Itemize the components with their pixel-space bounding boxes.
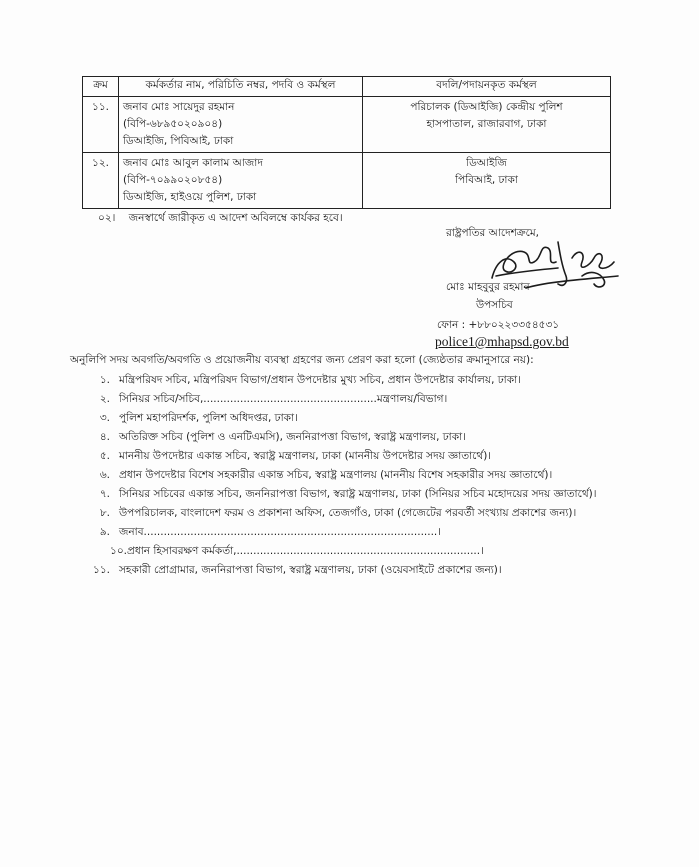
list-item-text: উপপরিচালক, বাংলাদেশ ফরম ও প্রকাশনা অফিস, তেজগাঁও, ঢাকা (গেজেটের পরবর্তী সংখ্যায় প্রকাশের জন্য)। <box>119 507 577 519</box>
signature-order-line: রাষ্ট্রপতির আদেশক্রমে, <box>446 227 539 239</box>
paragraph-text: জনস্বার্থে জারীকৃত এ আদেশ অবিলম্বে কার্যকর হবে। <box>128 212 343 224</box>
list-item-text: সিনিয়র সচিব/সচিব,....................................................মন্ত্রণালয়/বিভাগ। <box>119 393 448 405</box>
posting-line: পিবিআই, ঢাকা <box>455 174 518 186</box>
list-item-number: ১১. <box>93 564 110 576</box>
officer-id: (বিপি-৬৮৯৫০২০৯০৪) <box>123 118 223 130</box>
list-item <box>70 390 596 409</box>
header-officer: কর্মকর্তার নাম, পরিচিতি নম্বর, পদবি ও কর্মস্থল <box>119 77 363 97</box>
list-item <box>70 466 596 485</box>
list-item <box>70 371 596 390</box>
list-item-number: ১. <box>99 374 110 386</box>
list-item-number: ৩. <box>99 412 110 424</box>
row-serial: ১১. <box>83 97 119 153</box>
list-item-text: সহকারী প্রোগ্রামার, জননিরাপত্তা বিভাগ, স্বরাষ্ট্র মন্ত্রণালয়, ঢাকা (ওয়েবসাইটে প্রকাশের জন্য)। <box>119 564 502 576</box>
list-item <box>70 409 596 428</box>
list-item-text: প্রধান হিসাবরক্ষণ কর্মকর্তা,.........................................................................। <box>126 545 484 557</box>
list-item <box>70 428 596 447</box>
officer-name: জনাব মোঃ আবুল কালাম আজাদ <box>123 157 263 169</box>
order-paragraph <box>98 211 343 228</box>
list-item-text: অতিরিক্ত সচিব (পুলিশ ও এনটিএমসি), জননিরাপত্তা বিভাগ, স্বরাষ্ট্র মন্ত্রণালয়, ঢাকা। <box>119 431 466 443</box>
list-item <box>70 561 596 580</box>
list-item-number: ৭. <box>99 488 110 500</box>
posting-line: পরিচালক (ডিআইজি) কেন্দ্রীয় পুলিশ <box>410 101 563 113</box>
row-officer <box>119 153 363 209</box>
officer-current-post: ডিআইজি, হাইওয়ে পুলিশ, ঢাকা <box>123 191 257 203</box>
list-item-text: মন্ত্রিপরিষদ সচিব, মন্ত্রিপরিষদ বিভাগ/প্রধান উপদেষ্টার মুখ্য সচিব, প্রধান উপদেষ্টার কার্যালয়, ঢাকা। <box>119 374 521 386</box>
transfer-table <box>82 76 611 209</box>
posting-line: হাসপাতাল, রাজারবাগ, ঢাকা <box>426 118 547 130</box>
header-posting: বদলি/পদায়নকৃত কর্মস্থল <box>363 77 611 97</box>
table-row <box>83 153 611 209</box>
list-item-number: ৯. <box>99 526 110 538</box>
list-item <box>70 447 596 466</box>
row-posting <box>363 97 611 153</box>
officer-name: জনাব মোঃ সায়েদুর রহমান <box>123 101 235 113</box>
list-item-text: পুলিশ মহাপরিদর্শক, পুলিশ অধিদপ্তর, ঢাকা। <box>119 412 298 424</box>
table-row <box>83 97 611 153</box>
paragraph-number: ০২। <box>98 212 116 224</box>
signatory-name: মোঃ মাহবুবুর রহমান <box>446 281 530 293</box>
signatory-email-link[interactable]: police1@mhapsd.gov.bd <box>435 334 569 349</box>
list-item-text: প্রধান উপদেষ্টার বিশেষ সহকারীর একান্ত সচিব, স্বরাষ্ট্র মন্ত্রণালয় (মাননীয় বিশেষ সহকারীর সদয় জ্ঞাতার্থে)। <box>119 469 553 481</box>
list-item <box>70 485 596 504</box>
row-officer <box>119 97 363 153</box>
list-item-text: মাননীয় উপদেষ্টার একান্ত সচিব, স্বরাষ্ট্র মন্ত্রণালয়, ঢাকা (মাননীয় উপদেষ্টার সদয় জ্ঞাতার্থে)। <box>119 450 492 462</box>
row-serial: ১২. <box>83 153 119 209</box>
row-posting <box>363 153 611 209</box>
officer-id: (বিপি-৭০৯৯০২০৮৫৪) <box>123 174 223 186</box>
list-item-number: ৮. <box>99 507 110 519</box>
list-item <box>70 542 596 561</box>
list-item-number: ৪. <box>99 431 110 443</box>
list-item-text: সিনিয়র সচিবের একান্ত সচিব, জননিরাপত্তা বিভাগ, স্বরাষ্ট্র মন্ত্রণালয়, ঢাকা (সিনিয়র সচিব মহোদয়ের সদয় জ্ঞাতার্থে)। <box>119 488 597 500</box>
copy-list-intro: অনুলিপি সদয় অবগতি/অবগতি ও প্রয়োজনীয় ব্যবস্থা গ্রহণের জন্য প্রেরণ করা হলো (জ্যেষ্ঠতার ক্রমানুসারে নয়): <box>70 354 534 366</box>
table-header-row <box>83 77 611 97</box>
list-item <box>70 504 596 523</box>
list-item-text: জনাব........................................................................................। <box>119 526 442 538</box>
list-item <box>70 523 596 542</box>
list-item-number: ১০. <box>110 545 127 557</box>
posting-line: ডিআইজি <box>466 157 507 169</box>
list-item-number: ৬. <box>99 469 110 481</box>
list-item-number: ২. <box>99 393 110 405</box>
copy-list <box>70 371 596 580</box>
header-serial: ক্রম <box>83 77 119 97</box>
signatory-designation: উপসচিব <box>476 299 513 311</box>
officer-current-post: ডিআইজি, পিবিআই, ঢাকা <box>123 135 234 147</box>
signatory-phone: ফোন : +৮৮০২২৩৩৫৪৫৩১ <box>437 319 560 331</box>
list-item-number: ৫. <box>99 450 110 462</box>
